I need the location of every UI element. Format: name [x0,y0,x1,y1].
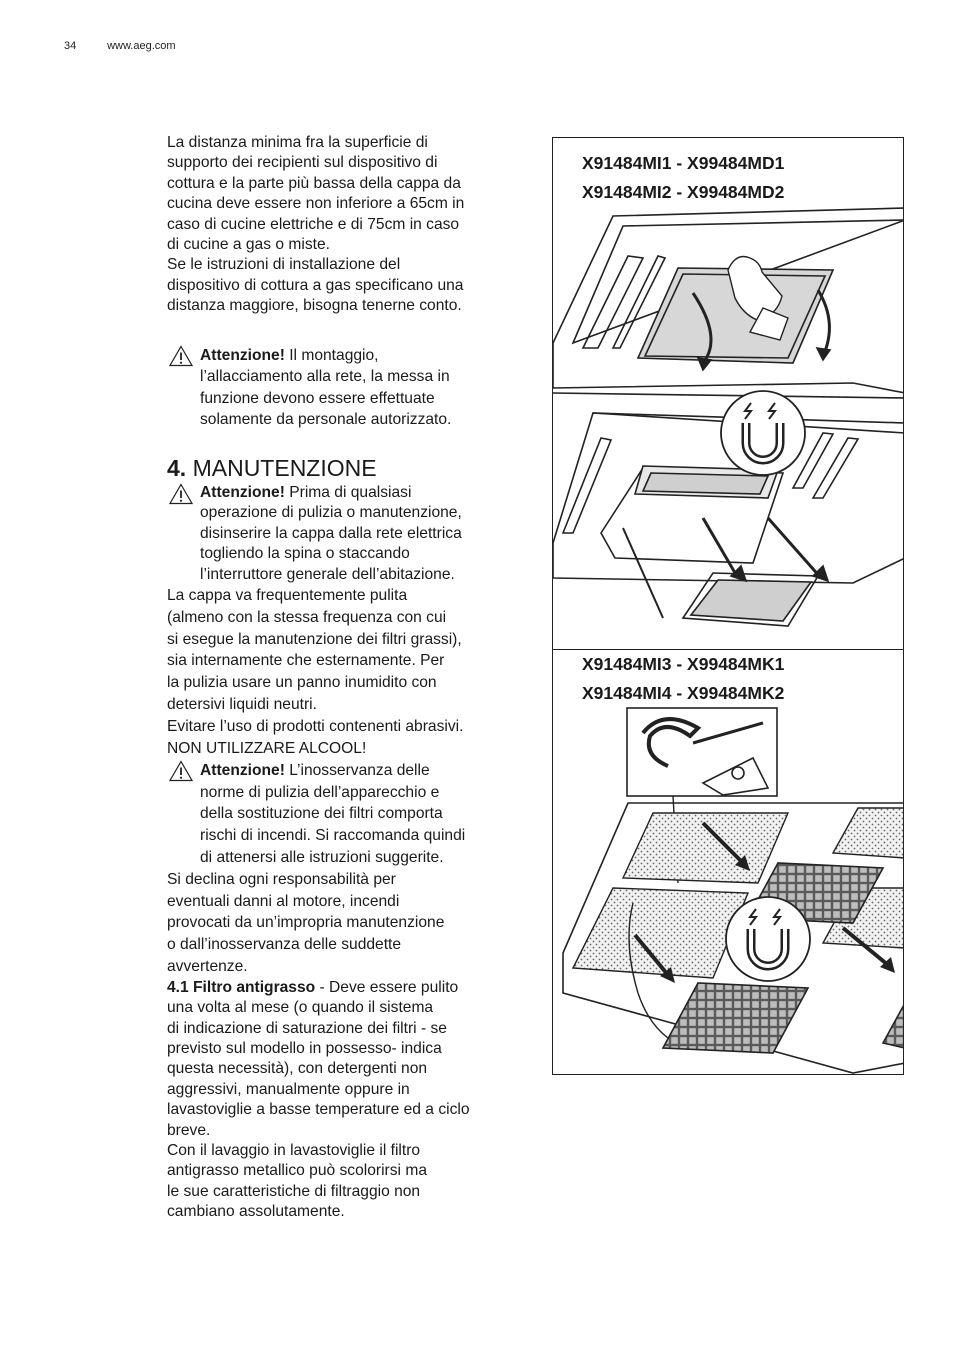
page-header [64,40,176,52]
page-number: 34 [64,40,77,52]
intro-para2: Se le istruzioni di installazione del dispositivo di cottura a gas specificano una distanza maggiore, bisogna tenerne conto. [167,256,464,315]
models-bottom: X91484MI3 - X99484MK1 X91484MI4 - X99484MK2 [582,654,785,703]
warning-maintenance: Attenzione! Prima di qualsiasi operazione di pulizia o manutenzione, disinserire la cappa dalla rete elettrica togliendo la spina o staccando l’interruttore generale dell’abitazione. [167,483,527,585]
filter-illustration [552,137,904,1075]
warning-installation: Attenzione! Il montaggio, l’allacciamento alla rete, la messa in funzione devono essere effettuate solamente da personale autorizzato. [167,345,527,431]
dishwasher-para: Con il lavaggio in lavastoviglie il filtro antigrasso metallico può scolorirsi ma le sue caratteristiche di filtraggio non cambiano assolutamente. [167,1142,427,1221]
warning-icon [169,345,193,367]
abrasives-para: Evitare l’uso di prodotti contenenti abrasivi. NON UTILIZZARE ALCOOL! [167,717,464,757]
grease-filter-para: 4.1 Filtro antigrasso - Deve essere pulito una volta al mese (o quando il sistema di indicazione di saturazione dei filtri - se previsto sul modello in possesso- indica questa necessità), con detergenti non aggressivi, manualmente oppure in lavastoviglie a basse temperature ed a ciclo breve. [167,978,470,1139]
warning-icon [169,483,193,505]
magnet-icon [721,391,805,475]
hood-filter-removal-drawing [553,198,904,648]
website: www.aeg.com [107,40,176,52]
liability-para: Si declina ogni responsabilità per eventuali danni al motore, incendi provocati da un’impropria manutenzione o dall’inosservanza delle suddette avvertenze. [167,870,445,976]
cleaning-para: La cappa va frequentemente pulita (almeno con la stessa frequenza con cui si esegue la manutenzione dei filtri grassi), sia internamente che esternamente. Per la pulizia usare un panno inumidito con detersivi liquidi neutri. [167,587,462,714]
warning-fire: Attenzione! L’inosservanza delle norme di pulizia dell’apparecchio e della sostituzione dei filtri comporta rischi di incendi. Si raccomanda quindi di attenersi alle istruzioni suggerite. [167,760,527,869]
text-column [167,133,527,1223]
warning-icon [169,760,193,782]
section-heading: 4. MANUTENZIONE [167,455,377,482]
filter-replacement-drawing [553,703,904,1075]
models-top: X91484MI1 - X99484MD1 X91484MI2 - X99484MD2 [582,153,785,202]
intro-para1: La distanza minima fra la superficie di supporto dei recipienti sul dispositivo di cottura e la parte più bassa della cappa da cucina deve essere non inferiore a 65cm in caso di cucine elettriche e di 75cm in caso di cucine a gas o miste. [167,134,465,254]
magnet-icon [726,897,810,981]
carabiner-icon [627,708,777,796]
